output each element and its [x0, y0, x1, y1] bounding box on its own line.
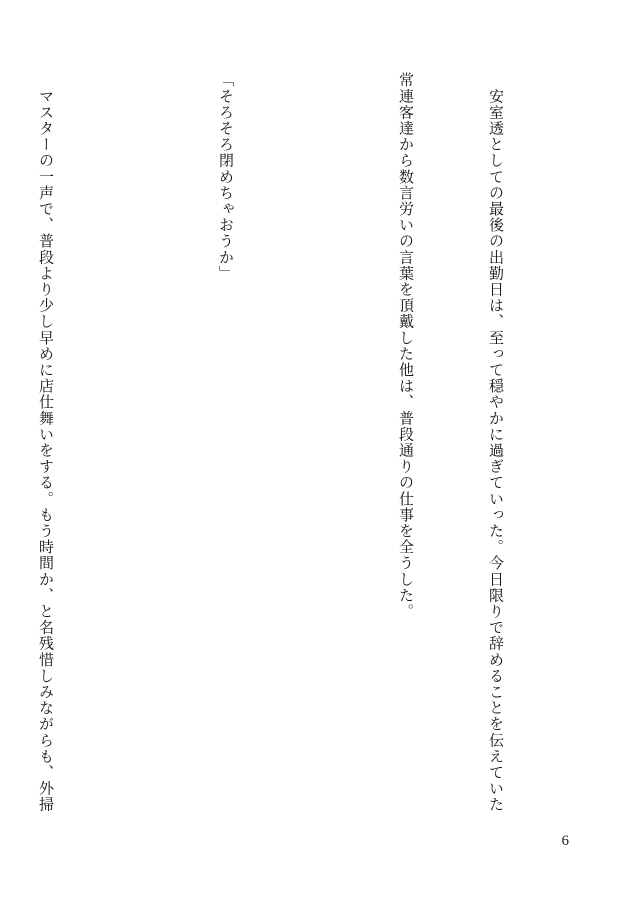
text-line: マスターの一声で、普段より少し早めに店仕舞いをする。もう時間か、と名残惜しみながらも、外掃 — [37, 72, 55, 813]
blank-line — [301, 72, 331, 842]
dialogue-line: 「そろそろ閉めちゃおうか」 — [217, 72, 235, 282]
text-line: 常連客達から数言労いの言葉を頂戴した他は、普段通りの仕事を全うした。 — [397, 72, 415, 620]
text-line: 安室透としての最後の出勤日は、至って穏やかに過ぎていった。今日限りで辞めることを伝えていた — [487, 72, 505, 813]
blank-line — [121, 72, 151, 842]
page-number: 6 — [561, 833, 569, 849]
vertical-body-text — [0, 72, 571, 842]
